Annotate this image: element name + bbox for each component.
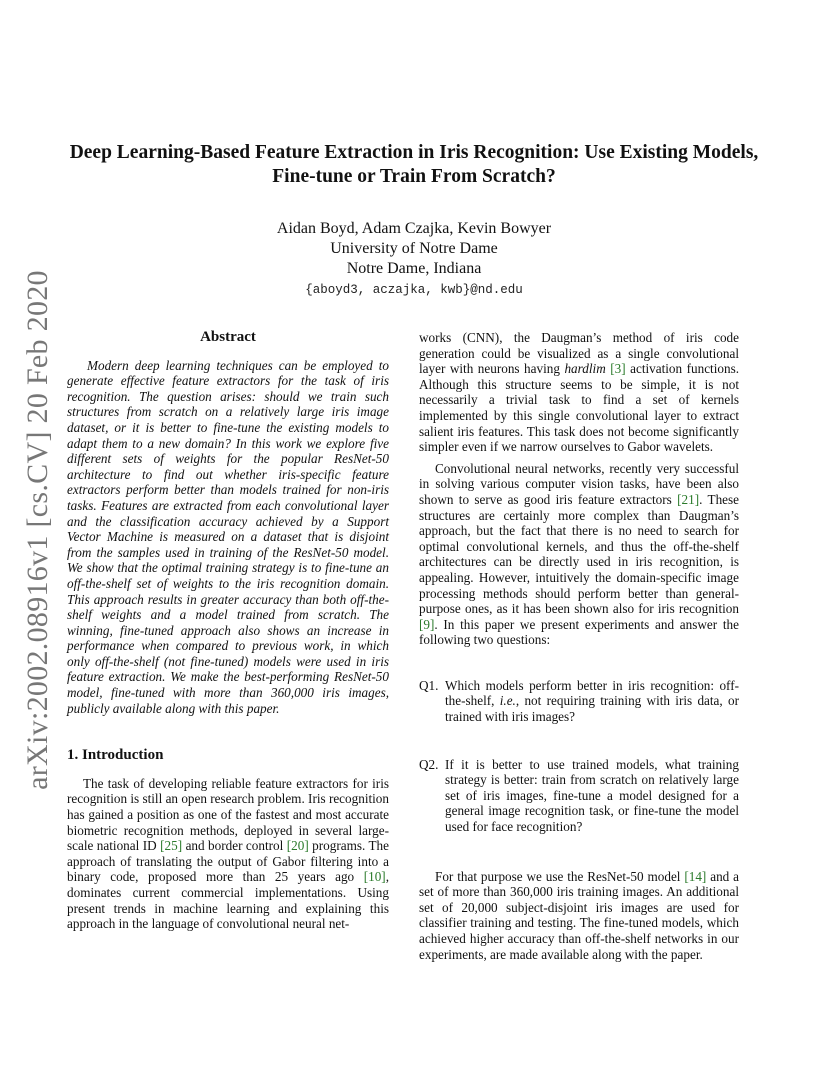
question-1-text xyxy=(445,678,739,725)
citation-link[interactable]: [21] xyxy=(677,491,700,507)
question-1-label: Q1. xyxy=(419,677,439,693)
intro-text-b: and border control xyxy=(182,838,287,854)
arxiv-stamp xyxy=(18,270,58,790)
citation-link[interactable]: [25] xyxy=(160,838,183,854)
right-paragraph-3 xyxy=(419,869,739,963)
arxiv-stamp-text: arXiv:2002.08916v1 [cs.CV] 20 Feb 2020 xyxy=(21,270,54,790)
q1-emphasis: i.e. xyxy=(499,693,516,709)
author-block xyxy=(160,219,668,300)
right-p1-emphasis: hardlim xyxy=(564,361,606,377)
author-location: Notre Dame, Indiana xyxy=(346,260,482,277)
abstract-text: Modern deep learning techniques can be employed to generate effective feature extractors for the task of iris recognition. The question arises: should we train such structures from scratch on a relatively large iris image dataset, or it is better to fine-tune the existing models to adapt them to a new domain? In this work we explore five different sets of weights for the popular ResNet-50 architecture to find out whether iris-specific feature extractors perform better than models trained for non-iris tasks. Features are extracted from each convolutional layer and the classification accuracy achieved by a Support Vector Machine is measured on a dataset that is disjoint from the samples used in training of the ResNet-50 model. We show that the optimal training strategy is to fine-tune an off-the-shelf set of weights to the iris recognition domain. This approach results in greater accuracy than both off-the-shelf weights and a model trained from scratch. The winning, fine-tuned approach also shows an increase in performance when compared to previous work, in which only off-the-shelf (not fine-tuned) models were used in iris feature extraction. We make the best-performing ResNet-50 model, fine-tuned with more than 360,000 iris images, publicly available along with this paper. xyxy=(67,357,389,716)
right-p3-text-a: For that purpose we use the ResNet-50 model xyxy=(435,868,685,884)
citation-link[interactable]: [3] xyxy=(610,361,626,377)
intro-text-a: The task of developing reliable feature extractors for iris recognition is still an open research problem. Iris recognition has gained a position as one of the fastest and most accurate biometric recognition methods, deployed in several large-scale national ID xyxy=(67,775,389,854)
author-names: Aidan Boyd, Adam Czajka, Kevin Bowyer xyxy=(276,220,552,237)
question-1 xyxy=(419,678,739,725)
citation-link[interactable]: [20] xyxy=(286,838,309,854)
left-column xyxy=(67,330,389,938)
question-2 xyxy=(419,757,739,835)
q1-text-a: Which models perform better in iris recognition: off-the-shelf, xyxy=(445,677,739,709)
citation-link[interactable]: [9] xyxy=(419,616,435,632)
right-p3-text-b: and a set of more than 360,000 iris training images. An additional set of 20,000 subject-disjoint iris images are used for classifier training and testing. The fine-tuned models, which achieved higher accuracy than off-the-shelf networks in our experiments, are made available along with the paper. xyxy=(419,868,739,962)
author-affiliation: University of Notre Dame xyxy=(330,240,498,257)
question-2-text: If it is better to use trained models, what training strategy is better: train from scratch on relatively large set of iris images, fine-tune a model designed for a general image recognition task, or fine-tune the model used for face recognition? xyxy=(445,756,739,835)
right-p2-text-a: Convolutional neural networks, recently very successful in solving various computer vision tasks, have been also shown to serve as good iris feature extractors xyxy=(419,460,739,507)
q1-text-b: , not requiring training with iris data, or trained with iris images? xyxy=(445,693,739,725)
right-p2-text-b: . These structures are certainly more complex than Daugman’s approach, but the fact that there is no need to search for optimal convolutional kernels, and thus the off-the-shelf architectures can be directly used in iris recognition, is appealing. However, intuitively the domain-specific image processing methods should perform better than general-purpose ones, as it has been shown also for iris recognition xyxy=(419,491,740,617)
intro-text-d: , dominates current commercial implementations. Using present trends in machine learning and explaining this approach in the language of convolutional neural net- xyxy=(67,869,389,932)
introduction-paragraph xyxy=(67,776,389,932)
right-p2-text-c: . In this paper we present experiments and answer the following two questions: xyxy=(419,616,739,648)
right-paragraph-1 xyxy=(419,330,739,455)
citation-link[interactable]: [14] xyxy=(684,868,707,884)
abstract-heading: Abstract xyxy=(200,329,256,345)
author-email[interactable]: {aboyd3, aczajka, kwb}@nd.edu xyxy=(305,283,523,297)
intro-text-c: programs. The approach of translating the output of Gabor filtering into a binary code, proposed more than 25 years ago xyxy=(67,838,389,885)
right-column xyxy=(419,330,739,968)
paper-title: Deep Learning-Based Feature Extraction in Iris Recognition: Use Existing Models, Fine-tune or Train From Scratch? xyxy=(69,142,759,187)
introduction-heading: 1. Introduction xyxy=(67,747,164,764)
right-paragraph-2 xyxy=(419,461,739,648)
right-p1-text-b: activation functions. Although this structure seems to be simple, it is not necessarily a trivial task to find a set of kernels implemented by this single convolutional layer to extract salient iris features. This task does not become significantly simpler even if we narrow ourselves to Gabor wavelets. xyxy=(419,361,739,455)
right-p1-text-a: works (CNN), the Daugman’s method of iris code generation could be visualized as a single convolutional layer with neurons having xyxy=(419,330,739,377)
citation-link[interactable]: [10] xyxy=(363,869,386,885)
question-2-label: Q2. xyxy=(419,756,439,772)
